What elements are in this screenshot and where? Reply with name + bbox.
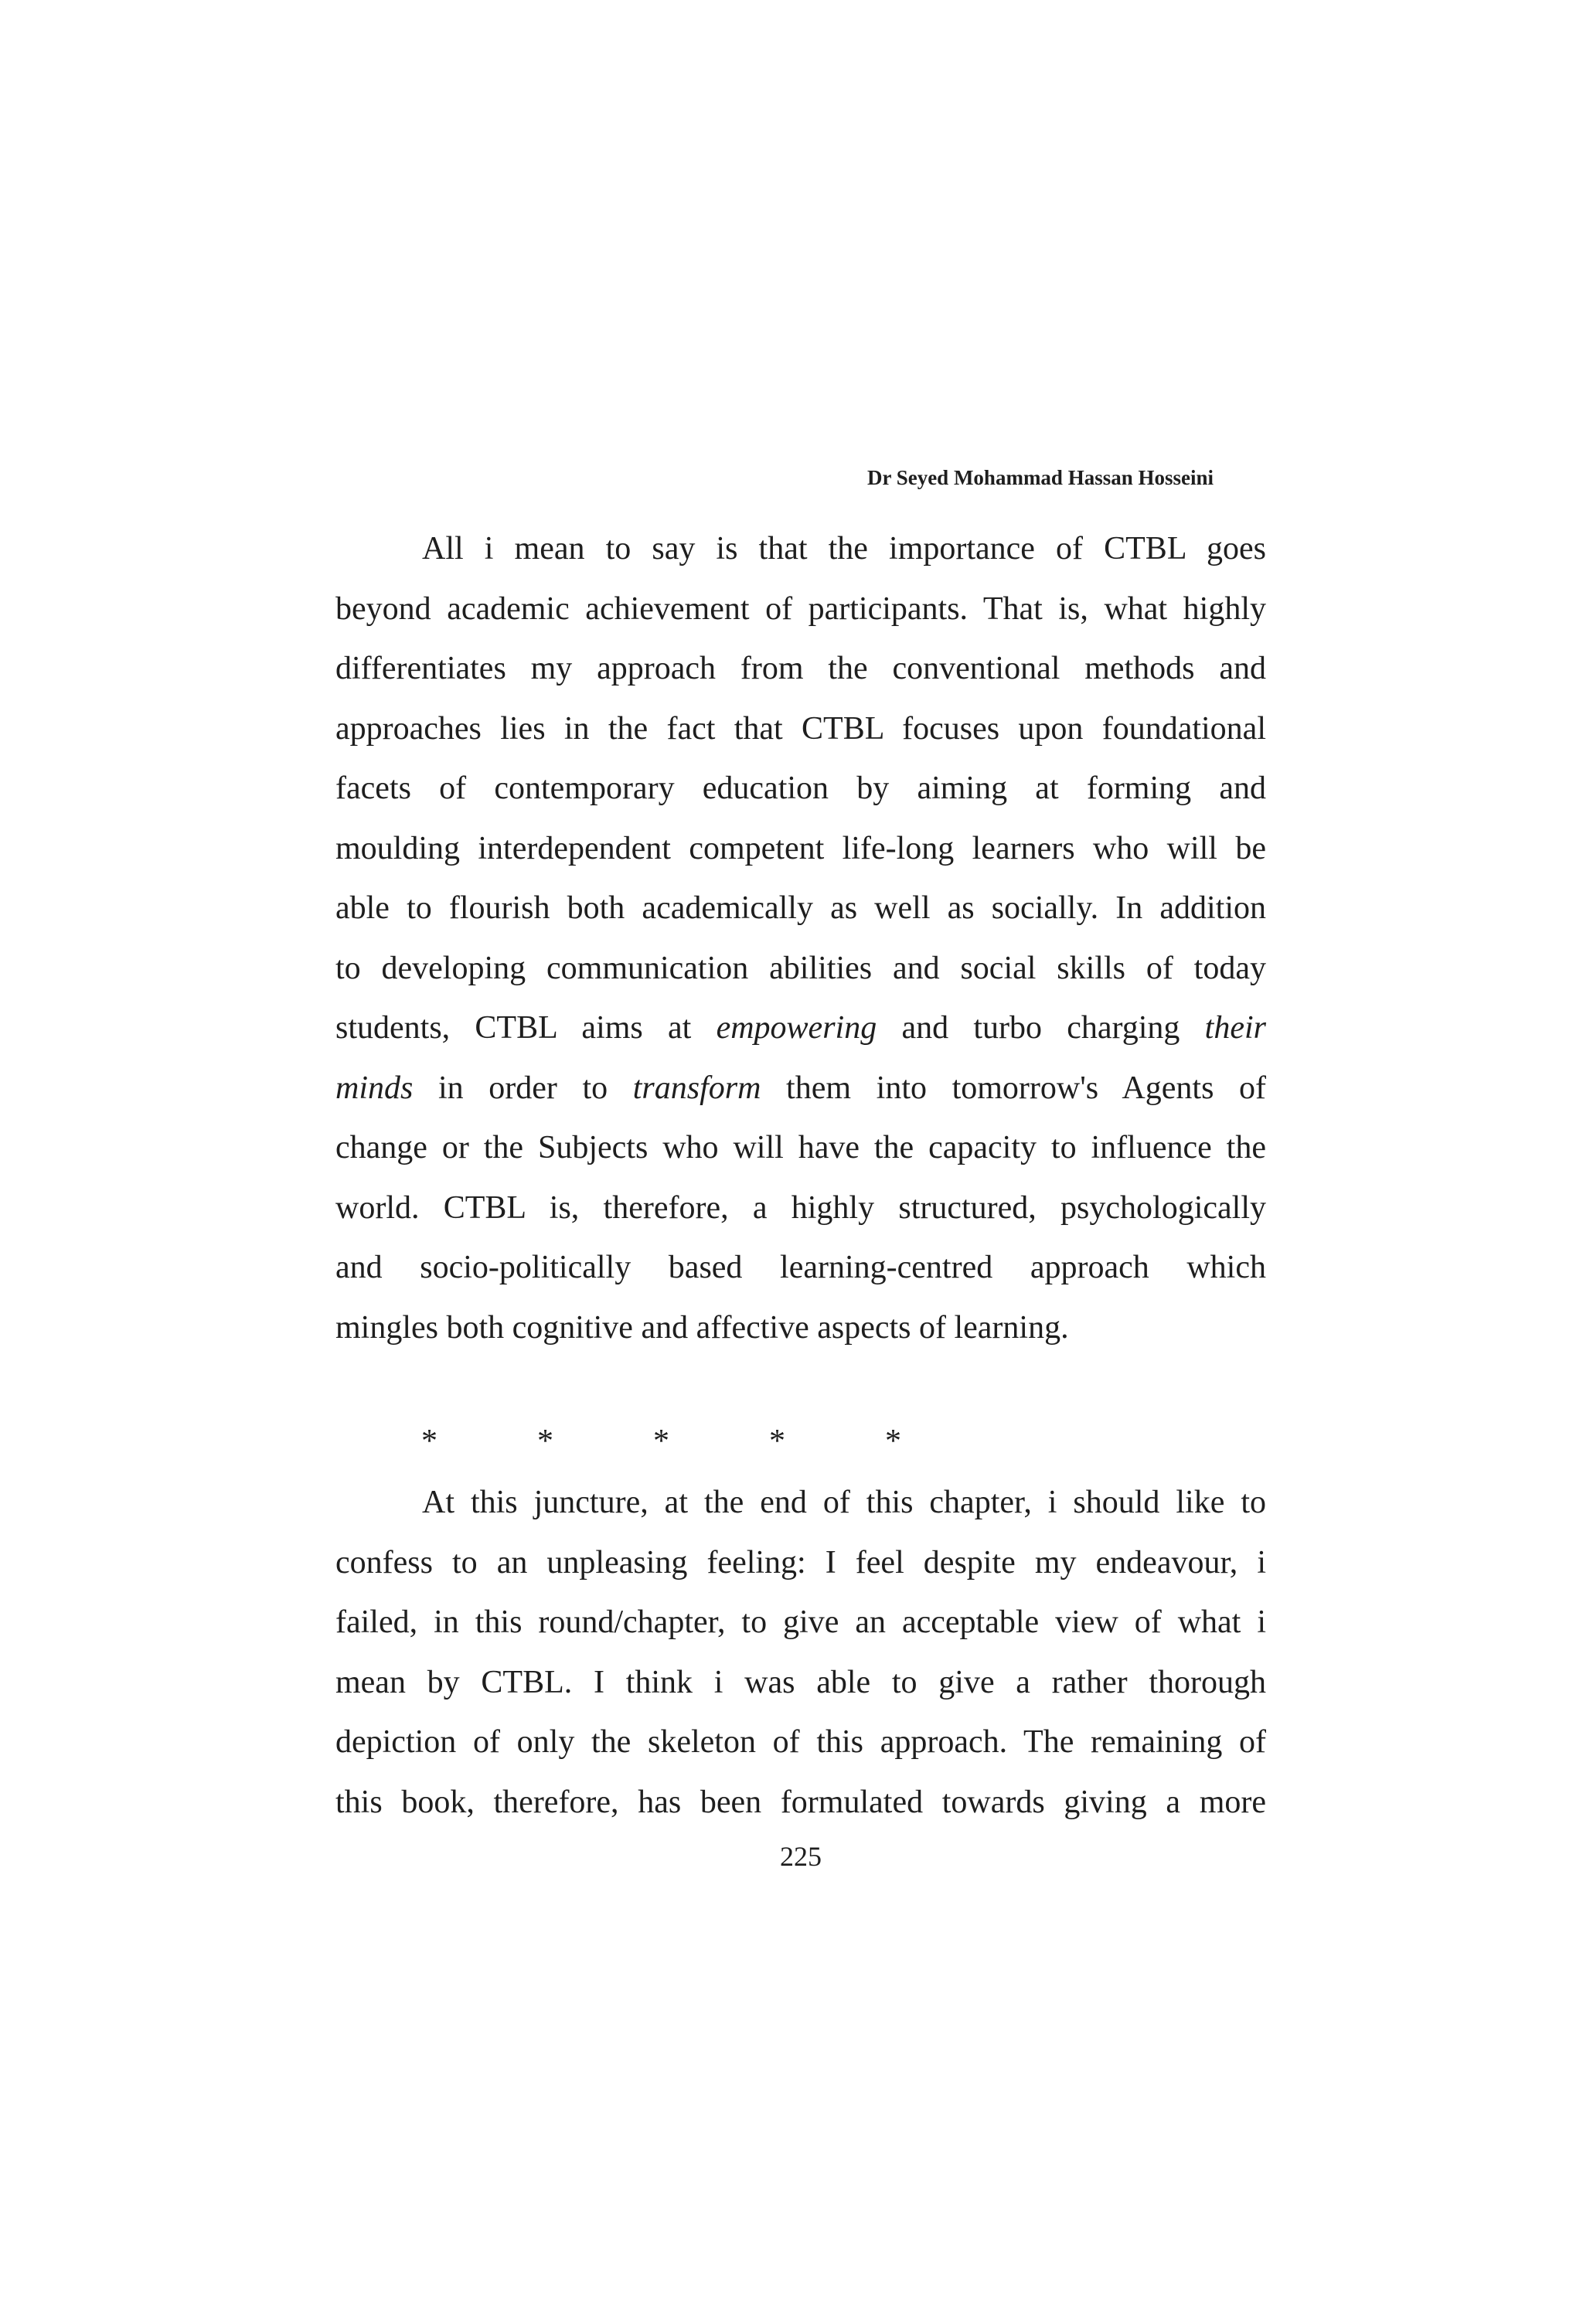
text-line: this book, therefore, has been formulated towards giving a more: [335, 1784, 1266, 1820]
text-line: to developing communication abilities and social skills of today: [335, 950, 1266, 986]
text-line: students, CTBL aims at empowering and turbo charging their: [335, 1010, 1266, 1046]
text-line: differentiates my approach from the conventional methods and: [335, 651, 1266, 686]
separator-asterisk: *: [769, 1424, 785, 1459]
separator-asterisk: *: [421, 1424, 437, 1459]
emphasis-empowering: empowering: [716, 1010, 877, 1046]
text-line: mean by CTBL. I think i was able to give a rather thorough: [335, 1664, 1266, 1700]
separator-asterisk: *: [885, 1424, 901, 1459]
running-header-author: Dr Seyed Mohammad Hassan Hosseini: [866, 466, 1214, 489]
text-line: failed, in this round/chapter, to give an acceptable view of what i: [335, 1604, 1266, 1640]
text-line: confess to an unpleasing feeling: I feel despite my endeavour, i: [335, 1544, 1266, 1581]
text-line: facets of contemporary education by aiming at forming and: [335, 771, 1266, 806]
section-separator: [421, 1418, 900, 1465]
paragraph-ctbl-importance: [335, 519, 1266, 1358]
text-line: approaches lies in the fact that CTBL focuses upon foundational: [335, 710, 1266, 747]
page-number: 225: [780, 1841, 822, 1872]
text-line: At this juncture, at the end of this chapter, i should like to: [422, 1485, 1266, 1520]
text-line: mingles both cognitive and affective aspects of learning.: [335, 1309, 1069, 1346]
text-line: depiction of only the skeleton of this approach. The remaining of: [335, 1724, 1266, 1760]
text-line: beyond academic achievement of participants. That is, what highly: [335, 590, 1266, 627]
separator-asterisk: *: [653, 1424, 669, 1459]
text-line: and socio-politically based learning-centred approach which: [335, 1250, 1266, 1285]
emphasis-transform: transform: [632, 1070, 761, 1106]
text-line: world. CTBL is, therefore, a highly structured, psychologically: [335, 1189, 1266, 1226]
emphasis-their: their: [1204, 1010, 1266, 1046]
text-line: All i mean to say is that the importance of CTBL goes: [422, 531, 1266, 567]
text-line: change or the Subjects who will have the capacity to influence the: [335, 1130, 1266, 1165]
separator-asterisk: *: [537, 1424, 553, 1459]
text-line: able to flourish both academically as well as socially. In addition: [335, 890, 1266, 926]
emphasis-minds: minds: [335, 1070, 414, 1106]
text-line: minds in order to transform them into tomorrow's Agents of: [335, 1070, 1267, 1106]
text-line: moulding interdependent competent life-long learners who will be: [335, 830, 1266, 866]
paragraph-chapter-conclusion: [335, 1473, 1266, 1832]
